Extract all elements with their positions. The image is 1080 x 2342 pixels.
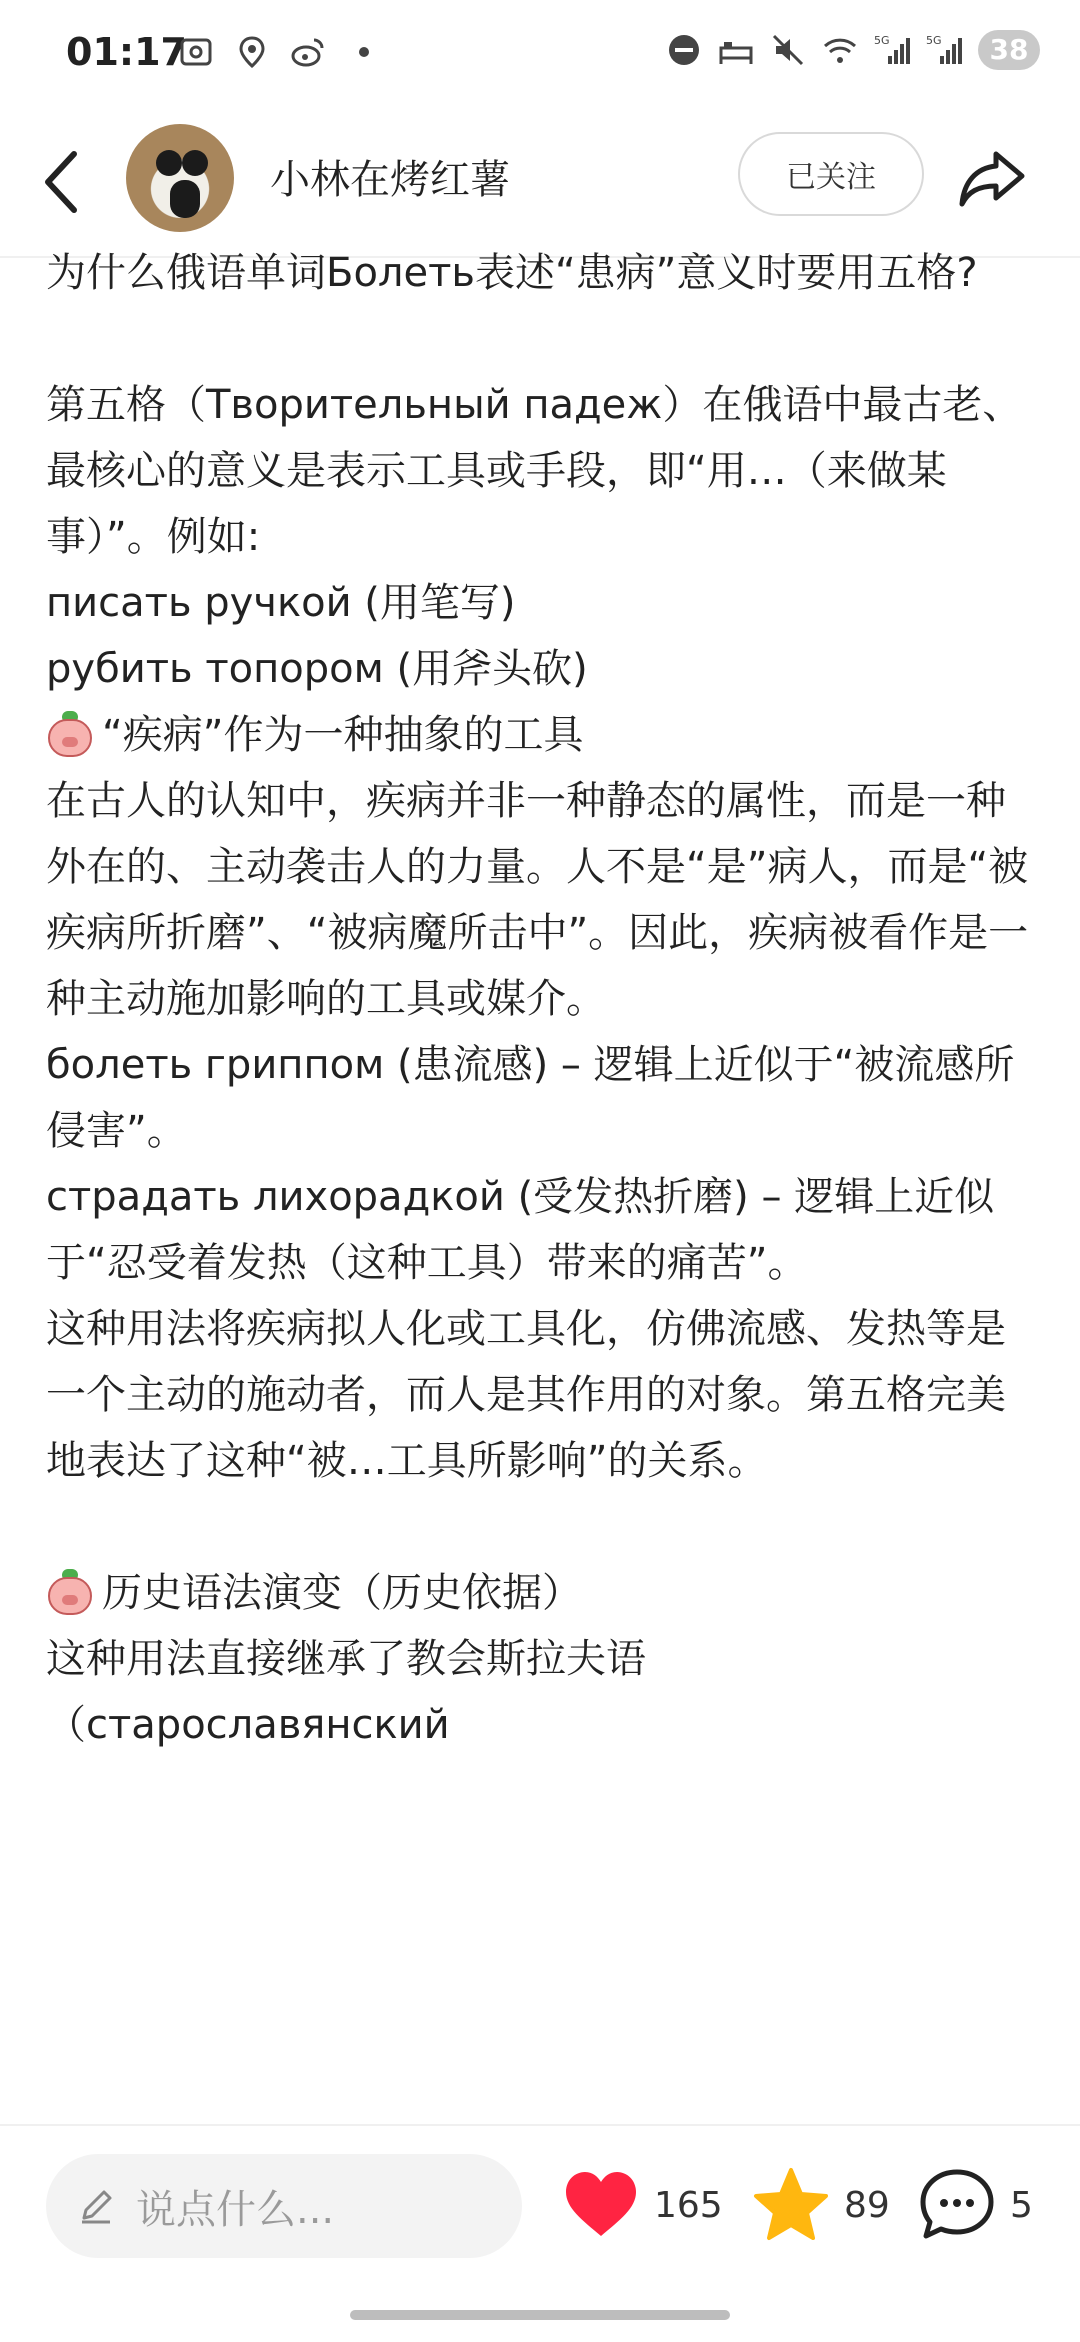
screenshot-icon xyxy=(178,34,214,70)
signal-5g-icon xyxy=(926,32,962,68)
svg-text:5G: 5G xyxy=(874,34,890,47)
signal-5g-icon xyxy=(874,32,910,68)
body-line: 这种用法将疾病拟人化或工具化，仿佛流感、发热等是一个主动的施动者，而人是其作用的对象。第五格完美地表达了这种“被…工具所影响”的关系。 xyxy=(46,1306,1006,1484)
section-heading-text: 历史语法演变（历史依据） xyxy=(102,1570,582,1616)
mute-icon xyxy=(770,32,806,68)
comment-input[interactable] xyxy=(46,2154,522,2258)
status-time: 01:17 xyxy=(66,30,187,74)
body-line: 这种用法直接继承了教会斯拉夫语（старославянский xyxy=(46,1636,646,1748)
body-line: страдать лихорадкой (受发热折磨) – 逻辑上近似于“忍受着发热（这种工具）带来的痛苦”。 xyxy=(46,1174,995,1286)
section-heading xyxy=(46,1560,1036,1626)
comment-button[interactable] xyxy=(918,2166,1033,2244)
like-button[interactable] xyxy=(562,2166,723,2244)
location-icon xyxy=(234,34,270,70)
favorite-count: 89 xyxy=(844,2184,890,2226)
post-body xyxy=(46,240,1036,1758)
body-line: 为什么俄语单词Болеть表述“患病”意义时要用五格? xyxy=(46,250,978,296)
back-arrow-icon[interactable] xyxy=(38,142,88,222)
weibo-icon xyxy=(290,34,326,70)
heart-icon xyxy=(562,2166,640,2244)
section-heading xyxy=(46,702,1036,768)
blank-line xyxy=(46,306,1036,372)
star-icon xyxy=(752,2166,830,2244)
author-name[interactable]: 小林在烤红薯 xyxy=(270,157,510,203)
battery-indicator: 38 xyxy=(978,30,1040,70)
comment-placeholder: 说点什么... xyxy=(136,2186,335,2233)
pig-emoji-icon xyxy=(46,1569,94,1617)
blank-line xyxy=(46,1494,1036,1560)
avatar[interactable] xyxy=(126,124,234,232)
body-line: 在古人的认知中，疾病并非一种静态的属性，而是一种外在的、主动袭击人的力量。人不是“是”病人，而是“被疾病所折磨”、“被病魔所击中”。因此，疾病被看作是一种主动施加影响的工具或媒介。 xyxy=(46,778,1029,1022)
status-icons-right xyxy=(666,30,1040,70)
wifi-icon xyxy=(822,32,858,68)
status-bar xyxy=(0,0,1080,108)
body-line: писать ручкой (用笔写) xyxy=(46,580,516,626)
share-icon[interactable] xyxy=(956,146,1028,210)
dot-icon xyxy=(346,34,382,70)
body-line: 第五格（Творительный падеж）在俄语中最古老、最核心的意义是表示工具或手段，即“用…（来做某事）”。例如: xyxy=(46,382,1023,560)
dnd-icon xyxy=(666,32,702,68)
post-header xyxy=(0,108,1080,258)
pig-emoji-icon xyxy=(46,711,94,759)
section-heading-text: “疾病”作为一种抽象的工具 xyxy=(102,712,584,758)
comment-count: 5 xyxy=(1010,2184,1033,2226)
like-count: 165 xyxy=(654,2184,723,2226)
svg-text:5G: 5G xyxy=(926,34,942,47)
comment-bubble-icon xyxy=(918,2166,996,2244)
sleep-icon xyxy=(718,32,754,68)
body-line: болеть гриппом (患流感) – 逻辑上近似于“被流感所侵害”。 xyxy=(46,1042,1015,1154)
pencil-icon xyxy=(76,2186,116,2226)
follow-button[interactable]: 已关注 xyxy=(738,132,924,216)
status-icons-left xyxy=(178,34,382,70)
favorite-button[interactable] xyxy=(752,2166,890,2244)
body-line: рубить топором (用斧头砍) xyxy=(46,646,588,692)
home-indicator[interactable] xyxy=(350,2310,730,2320)
